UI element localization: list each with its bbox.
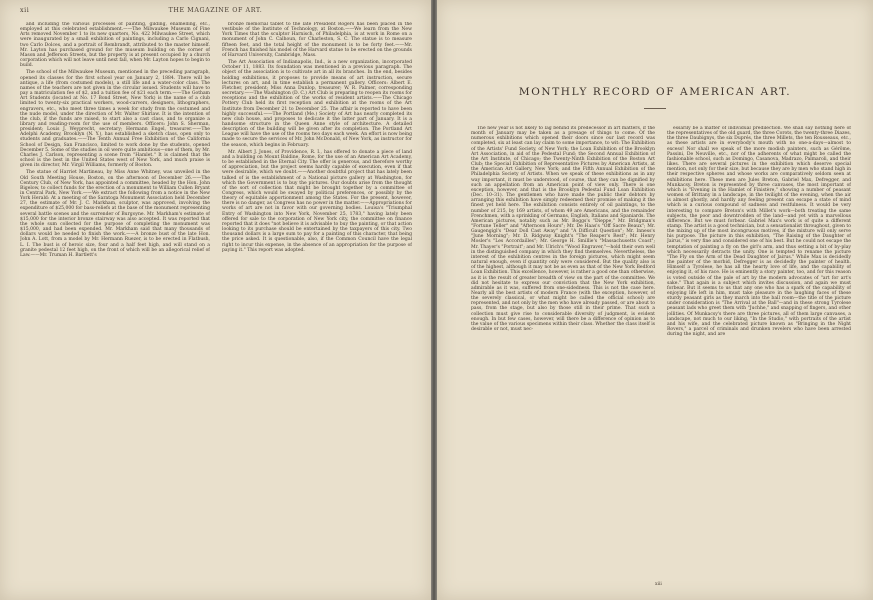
paragraph: and including the various processes of painting, gilding, enamelling, etc., employed at this celebrated establishment.——The Milwaukee Museum of Fine Arts removed November 1 to its new quarters, No. 422 Milwaukee Street, which were inaugurated by a small exhibition of paintings, including a Carlo Cignani, two Carlo Dolces, and a portrait of Rembrandt, attributed to the master himself. Mr. Layton has purchased ground for the museum building on the corner of Mason and Jefferson Streets, but the property is at present occupied by a church corporation which will not leave until next fall, when Mr. Layton hopes to begin to build. [20,22,210,69]
left-column-b [222,22,412,582]
paragraph: bronze memorial tablet to the late President Rogers has been placed in the vestibule of the Institute of Technology, at Boston.——We learn from the New York Times that the sculptor Harnisch, of Philadelphia, is at work in Rome on a monument of John C. Calhoun, for Charleston, S. C. The statue is to measure fifteen feet, and the total height of the monument is to be forty feet.——Mr. French has finished his model of the Harvard statue to be erected on the grounds of Harvard University, Cambridge, Mass. [222,22,412,58]
paragraph: The new year is not likely to lag behind its predecessor in art matters, if the month of January may be taken as a presage of things to come. Of the numerous exhibitions which opened their doors since our last record was completed, six at least can lay claim to some importance, to wit: The Exhibition of the Artists' Fund Society, of New York; the Loan Exhibition of the Brooklyn Art Association, in aid of the Pedestal Fund; the Second Annual Exhibition of the Art Institute, of Chicago; the Twenty-Ninth Exhibition of the Boston Art Club; the Special Exhibition of Representative Pictures by American Artists, at the American Art Gallery, New York; and the Fifth Annual Exhibition of the Philadelphia Society of Artists. When we speak of these exhibitions as in any way important, it must be understood, of course, that they can be dignified by such an appellation from an American point of view only. There is one exception, however, and that is the Brooklyn Pedestal Fund Loan Exhibition (Dec. 10–31). The gentlemen who have made the public their debtors by arranging this exhibition have simply redeemed their promise of making it the finest yet held here. The exhibition consists entirely of oil paintings, to the number of 215, by 169 artists, of whom 49 are Americans, and the remainder Frenchmen, with a sprinkling of Germans, English, Italians and Spaniards. The American pictures, notably such as Mr. Boggs's "Dieppe," Mr. Bridgman's "Fortune Teller" and "Afternoon Hours"; Mr. De Haas's "Off Sacre Beaux"; Mr. Gaugengigl's "Dear Doll Cast Away" and "A Difficult Question"; Mr. Inness's "June Morning"; Mr. D. Ridgway Knight's "The Reaper's Rest"; Mr. Henry Mosler's "Les Accordailles"; Mr. George H. Smillie's "Massachusetts Coast"; Mr. Thayer's "Portrait"; and Mr. Ulrich's "Wood Engraver,"—hold their own well in the distinguished company in which they find themselves. Nevertheless, the interest of the exhibition centres in the foreign pictures, which might seem natural enough, even if quantity only were considered. But the quality also is of the highest, although it may not be as even as that of the New York Bedford Loan Exhibition. This excellence, however, is rather a good one than otherwise, as it is the result of greater breadth of view on the part of the committee. We did not hesitate to express our conviction that the New York exhibition, admirable as it was, suffered from one-sidedness. This is not the case here. Nearly all the best artists of modern France (with the exception, however, of the severely classical, or what might be called the official school) are represented, and not only by the men who have already passed, or are about to pass, from the stage, but also by those still in their prime. That such a collection must give rise to considerable diversity of judgment, is evident enough. In but few cases, however, will there be a difference of opinion as to the value of the various specimens within their class. Whether the class itself is desirable or not, must nec- [471,126,655,333]
title-rule [644,108,666,109]
section-title: MONTHLY RECORD OF AMERICAN ART. [518,86,792,98]
left-page [0,0,431,600]
paragraph: The statue of Harriet Martineau, by Miss Anne Whitney, was unveiled in the Old South Meeting House, Boston, on the afternoon of December 26.——The Century Club, of New York, has appointed a committee, headed by the Hon. John Bigelow, to collect funds for the erection of a monument to William Cullen Bryant in Central Park, New York.——We extract the following from a notice in the New York Herald: At a meeting of the Saratoga Monument Association held December 27, the estimate of Mr. J. C. Markham, sculptor, was approved, involving the expenditure of $25,000 for bass-reliefs at the base of the monument representing several battle scenes and the surrender of Burgoyne. Mr. Markham's estimate of $15,000 for the interior bronze stairway was also accepted. It was reported that the whole sum collected for the purpose of completing the monument was $15,000, and had been expended. Mr. Markham said that many thousands of dollars would be needed to finish the work.——A bronze bust of the late Hon. John A. Lott, from a model by Mr. Hermann Ruezer, is to be erected in Flatbush, L. I. The bust is of heroic size, four and a half feet high, and will stand on a granite pedestal 12 feet high, on the front of which will be an allegorical relief of Law.——Mr. Truman H. Bartlett's [20,170,210,258]
page-number-left: xii [20,7,30,14]
paragraph: Mr. Albert J. Jones, of Providence, R. I., has offered to donate a piece of land and a building on Mount Baldine, Rome, for the use of an American Art Academy, to be established in the Eternal City. The offer is generous, and therefore worthy of appreciation, but the project seems hardly capable of execution, even if that were desirable, which we doubt.——Another doubtful project that has lately been talked of is the establishment of a National picture gallery at Washington, for which the Government is to buy the pictures. Our doubts arise from the thought of the sort of collection that might be brought together by a committee of Congress, which would be swayed by political preferences, or possibly by the theory of equitable apportionment among the States. For the present, however, there is no danger, as Congress has no power in the matter.——Appropriations for works of art are not in favor with our governing bodies. Louisa's "Triumphal Entry of Washington into New York, November 25, 1783," having lately been offered for sale to the corporation of New York city, the committee on finance reported that it does "not believe it is advisable to buy the painting, or that action looking to its purchase should be entertained by the taxpayers of this city. Two thousand dollars is a large sum to pay for a painting of this character, that being the price asked. It is questionable, also, if the Common Council have the legal right to incur this expense, in the absence of an appropriation for the purpose of paying it." This report was adopted. [222,149,412,253]
paragraph: The Art Association of Indianapolis, Ind., is a new organization, incorporated October 11, 1883. Its foundation was mentioned in a previous paragraph. The object of the association is to cultivate art in all its branches. In the end, besides holding exhibitions, it proposes to provide means of art instruction, secure lectures on art, and in time establish a permanent gallery. Officers: Albert E. Fletcher, president; Miss Anna Dunlop, treasurer; W. R. Palmer, corresponding secretary.——The Washington (D. C.) Art Club is preparing to reopen its rooms for receptions and the exhibition of the works of resident artists.——The Chicago Pottery Club held its first reception and exhibition at the rooms of the Art Institute from December 21 to December 25. The affair is reported to have been highly successful.——The Portland (Me.) Society of Art has nearly completed its new club house, and proposes to dedicate it the latter part of January. It is a handsome structure in the Queen Anne style of architecture. A detailed description of the building will be given after its completion. The Portland Art League will have the use of the rooms two days each week. An effort is now being made to secure the services of Mr. John McDonald, of New York, as instructor for the season, which begins in February. [222,60,412,148]
right-page [437,0,873,600]
signature-mark: xiii [655,582,662,587]
left-running-head [20,7,411,19]
paragraph: The school of the Milwaukee Museum, mentioned in the preceding paragraph, opened its classes for the first school year on January 2, 1884. There will be antique, a life (from costumed models), a still life and a water-color class. The names of the teachers are not given in the circular issued. Students will have to pay a matriculation fee of $2, and a tuition fee of $21 each term.——The Gotham Art Students (located at No. 17 Bond Street, New York) is the name of a club limited to twenty-six practical workers, wood-carvers, designers, lithographers, engravers, etc., who meet three times a week for study from the costumed and the nude model, under the direction of Mr. Walter Shirlaw. It is the intention of the club, if the funds are raised, to start also a cast class, and to organize a library and reading-room for the use of members. Officers: John S. Sherman, president; Louis J. Weyprecht, secretary; Hermann Engel, treasurer.——The Adelphi Academy, Brooklyn (N. Y.), has established a sketch class, open only to students and graduates.——The Tenth Annual Free Exhibition of the California School of Design, San Francisco, limited to work done by the students, opened December 5. Some of the studies in oil were quite ambitious—one of them, by Mr. Charles J. Carlson, representing a scene from "Hamlet." It is claimed that the school is the best in the United States west of New York, and much praise is given its director, Mr. Virgil Williams, formerly of Boston. [20,70,210,169]
right-column-a [471,126,655,576]
left-column-a [20,22,210,582]
magazine-title: THE MAGAZINE OF ART. [168,7,263,14]
paragraph: essarily be a matter of individual predilection. We shall say nothing here of the representatives of the old guard, the three Corots, the twenty-three Diazes, the three Daubignys, the six Duprés, the three Millets, the ten Rousseaus, etc., as these artists are in everybody's mouth with no one-a-days—almost to excess! Nor shall we speak of the more modish painters, such as Gérôme, Passini, De Neuville, etc., nor of the adherents of what might be called the fashionable school, such as Domingo, Casanova, Madrazo, Palmaroli, and their likes. There are several pictures in the exhibition which deserve special mention, not only for their size, but because they are by men who stand high in their respective spheres and whose works are comparatively seldom seen at exhibitions here. These men are Jules Breton, Gabriel Max, Defregger, and Munkacsy. Breton is represented by three canvases, the most important of which is "Evening in the Hamlet of Finistère," showing a number of peasant women of Brittany in a landscape, in the twilight of the evening, when the air is almost ghostly, and hardly any feeling present can escape a state of mind which is a curious compound of sadness and restfulness. It would be very interesting to compare Breton's with Millet's work—both treating the same subjects, the poor and downtrodden of the land—and yet with a marvellous difference. But we must forbear. Gabriel Max's work is of quite a different stamp. The artist is a good technician, but a sensationalist throughout, given to the mixing up of the most incongruous motives, if the mixture will only serve his purpose. The picture in this exhibition, "The Raising of the Daughter of Jairus," is very fine and considered one of his best. But he could not escape the temptation of painting a fly on the girl's arm, and thus setting a bit of by-play which necessarily detracts the unity. One is tempted to rename the picture "The Fly on the Arm of the Dead Daughter of Jairus." While Max is decidedly the painter of the morbid, Defregger is as decidedly the painter of health. Himself a Tyrolese, he has all the hearty love of life, and the capability of enjoying it, of his race. He is eminently a story painter, too, and for this reason is voted outside of the pale of art by the modern advocates of "art for art's sake." That again is a subject which invites discussion, and again we must forbear. But it seems to us that any one who has a spark of the capability of enjoying life left in him, must take pleasure in the laughing faces of these sturdy peasant girls as they march into the ball room—the title of the picture under consideration is "The Arrival at the Ball"—and in these strong Tyrolese peasant lads who greet them with "Juchhe," and snapping of fingers, and other jollities. Of Munkacsy's there are three pictures, all of them large canvases, a landscape, not much to our liking, "In the Studio," with portraits of the artist and his wife, and the celebrated picture known as "Bringing in the Night Rovers," a parcel of criminals and drunken revelers who have been arrested during the night, and are [667,126,851,338]
right-column-b [667,126,851,576]
